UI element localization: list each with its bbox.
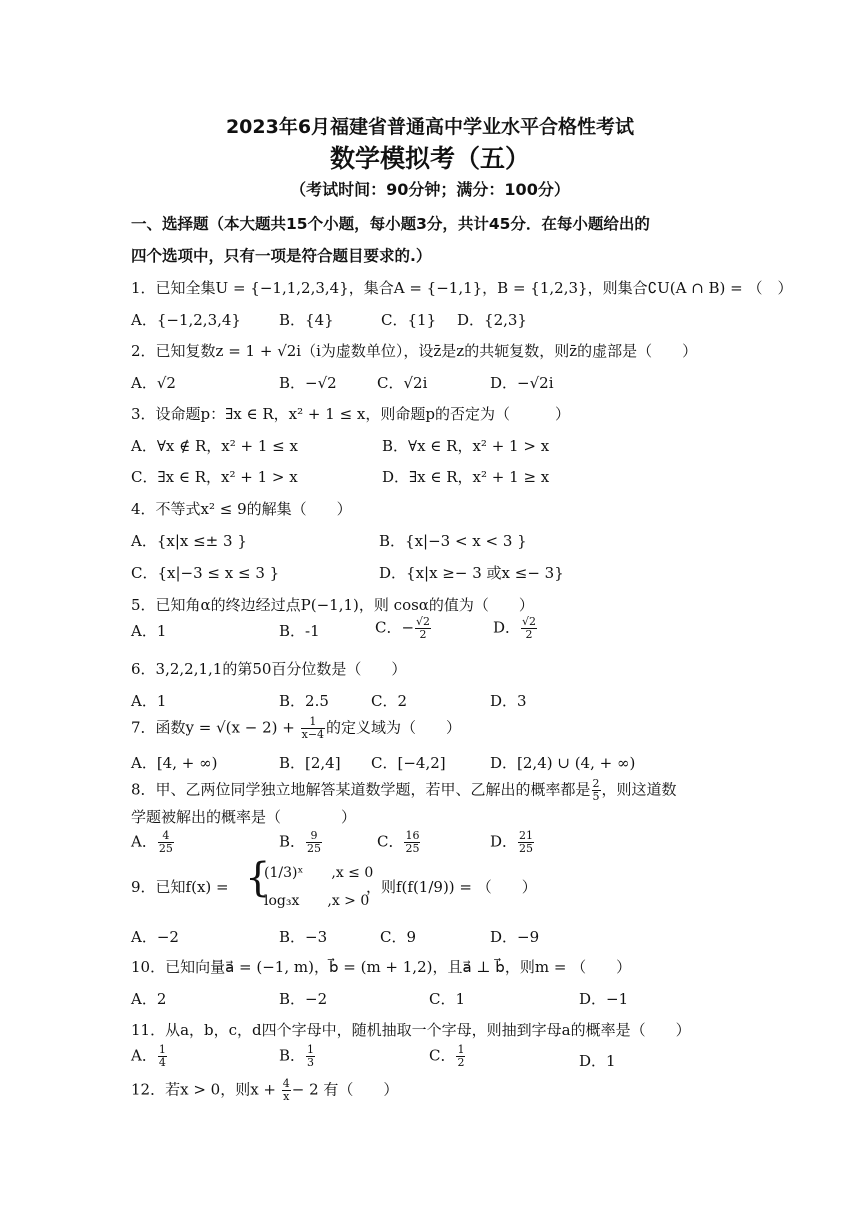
- option-b: B．2.5: [279, 692, 329, 710]
- option-d: D．3: [490, 692, 527, 710]
- question-10-options: [131, 988, 741, 1012]
- option-a: A． $\frac{4}{25}$: [131, 829, 173, 855]
- option-a: A．{−1,2,3,4}: [131, 311, 241, 329]
- option-d: D．−9: [490, 928, 540, 946]
- question-7-options: [131, 752, 741, 776]
- option-d: D．∃x ∈ R，x² + 1 ≥ x: [382, 468, 550, 486]
- option-a: A．1: [131, 692, 167, 710]
- option-c: C．1: [429, 990, 466, 1008]
- question-8: 8．甲、乙两位同学独立地解答某道数学题，若甲、乙解出的概率都是 $\frac{2}{5}$ ，则这道数: [131, 777, 677, 803]
- question-6: 6．3,2,2,1,1的第50百分位数是（ ）: [131, 660, 407, 678]
- piecewise-case-2: log₃x ,x > 0: [264, 893, 370, 909]
- piecewise-brace: {: [245, 855, 271, 901]
- option-c: C．∃x ∈ R，x² + 1 > x: [131, 468, 298, 486]
- exam-info: （考试时间：90分钟；满分：100分）: [290, 180, 570, 199]
- fraction: $\frac{9}{25}$: [307, 829, 322, 855]
- question-9-suffix: ，则f(f(1/9)) = （ ）: [366, 878, 537, 896]
- question-8-options: [131, 830, 741, 854]
- option-c: C．{1}: [381, 311, 437, 329]
- question-4-options-row1: [131, 530, 741, 554]
- question-3-options-row1: [131, 435, 741, 459]
- option-b: B．{x|−3 < x < 3 }: [379, 532, 527, 550]
- question-1-options: [131, 309, 741, 333]
- option-d: D．{2,3}: [457, 311, 527, 329]
- question-2-options: [131, 372, 741, 396]
- option-d: D．{x|x ≥− 3 或x ≤− 3}: [379, 564, 564, 582]
- question-11: 11．从a，b，c，d四个字母中，随机抽取一个字母，则抽到字母a的概率是（ ）: [131, 1021, 691, 1039]
- fraction: $\frac{√2}{2}$: [522, 615, 537, 641]
- question-11-options: [131, 1044, 741, 1068]
- option-b: B． $\frac{9}{25}$: [279, 829, 322, 855]
- option-d: D．−√2i: [490, 374, 554, 392]
- question-4-options-row2: [131, 562, 741, 586]
- option-a: A．[4, + ∞): [131, 754, 218, 772]
- option-d: D． $\frac{21}{25}$: [490, 829, 534, 855]
- fraction: $\frac{16}{25}$: [405, 829, 420, 855]
- option-c: C．− $\frac{√2}{2}$: [375, 615, 431, 641]
- option-b: B．∀x ∈ R，x² + 1 > x: [382, 437, 550, 455]
- exam-subtitle: 数学模拟考（五）: [329, 144, 530, 173]
- option-d: D．[2,4) ∪ (4, + ∞): [490, 754, 636, 772]
- option-c: C．[−4,2]: [371, 754, 446, 772]
- question-5: 5．已知角α的终边经过点P(−1,1)，则 cosα的值为（ ）: [131, 596, 534, 614]
- option-a: A．1: [131, 622, 167, 640]
- option-d: D． $\frac{√2}{2}$: [493, 615, 537, 641]
- option-c: C． $\frac{16}{25}$: [377, 829, 420, 855]
- option-b: B．[2,4]: [279, 754, 341, 772]
- question-12: 12．若x > 0，则x + $\frac{4}{x}$ − 2 有（ ）: [131, 1077, 399, 1103]
- fraction: $\frac{4}{25}$: [158, 829, 173, 855]
- option-d: D．1: [579, 1052, 616, 1070]
- question-10: 10．已知向量a⃗ = (−1, m)，b⃗ = (m + 1,2)，且a⃗ ⊥ b⃗，则m = （ ）: [131, 958, 632, 976]
- fraction: $\frac{1}{x-4}$: [301, 715, 325, 741]
- question-6-options: [131, 690, 741, 714]
- option-c: C．2: [371, 692, 408, 710]
- option-b: B．−√2: [279, 374, 337, 392]
- fraction: $\frac{21}{25}$: [519, 829, 534, 855]
- question-8-cont: 学题被解出的概率是（ ）: [131, 808, 357, 826]
- option-b: B． $\frac{1}{3}$: [279, 1043, 315, 1069]
- fraction: $\frac{4}{x}$: [282, 1077, 290, 1103]
- section-heading: 一、选择题（本大题共15个小题，每小题3分，共计45分．在每小题给出的: [131, 215, 650, 233]
- option-c: C．√2i: [377, 374, 428, 392]
- option-c: C．{x|−3 ≤ x ≤ 3 }: [131, 564, 280, 582]
- question-5-options: [131, 615, 741, 644]
- option-a: A．√2: [131, 374, 176, 392]
- option-a: A．2: [131, 990, 167, 1008]
- question-3: 3．设命题p：∃x ∈ R，x² + 1 ≤ x，则命题p的否定为（ ）: [131, 405, 570, 423]
- question-7: 7．函数y = √(x − 2) + $\frac{1}{x-4}$ 的定义域为（ ）: [131, 715, 462, 741]
- fraction: $\frac{1}{4}$: [158, 1043, 166, 1069]
- option-c: C． $\frac{1}{2}$: [429, 1043, 465, 1069]
- option-d: D．−1: [579, 990, 629, 1008]
- question-3-options-row2: [131, 466, 741, 490]
- option-b: B．{4}: [279, 311, 334, 329]
- fraction: $\frac{√2}{2}$: [416, 615, 431, 641]
- fraction: $\frac{1}{3}$: [307, 1043, 315, 1069]
- fraction: $\frac{1}{2}$: [457, 1043, 465, 1069]
- option-b: B．−3: [279, 928, 328, 946]
- option-a: A．{x|x ≤± 3 }: [131, 532, 247, 550]
- option-a: A．−2: [131, 928, 179, 946]
- question-1: 1．已知全集U = {−1,1,2,3,4}，集合A = {−1,1}，B = {1,2,3}，则集合∁U(A ∩ B) = （ ）: [131, 279, 793, 297]
- fraction: $\frac{2}{5}$: [592, 777, 600, 803]
- option-a: A． $\frac{1}{4}$: [131, 1043, 166, 1069]
- section-heading-cont: 四个选项中，只有一项是符合题目要求的.）: [131, 247, 432, 265]
- exam-title: 2023年6月福建省普通高中学业水平合格性考试: [225, 116, 635, 138]
- option-c: C．9: [380, 928, 417, 946]
- question-9-prefix: 9．已知f(x) =: [131, 878, 229, 896]
- piecewise-case-1: (1/3)ˣ ,x ≤ 0: [264, 865, 374, 881]
- question-4: 4．不等式x² ≤ 9的解集（ ）: [131, 500, 352, 518]
- option-a: A．∀x ∉ R，x² + 1 ≤ x: [131, 437, 298, 455]
- question-9-options: [131, 926, 741, 950]
- option-b: B．-1: [279, 622, 320, 640]
- option-b: B．−2: [279, 990, 328, 1008]
- question-2: 2．已知复数z = 1 + √2i（i为虚数单位），设z̄是z的共轭复数，则z̄的虚部是（ ）: [131, 342, 698, 360]
